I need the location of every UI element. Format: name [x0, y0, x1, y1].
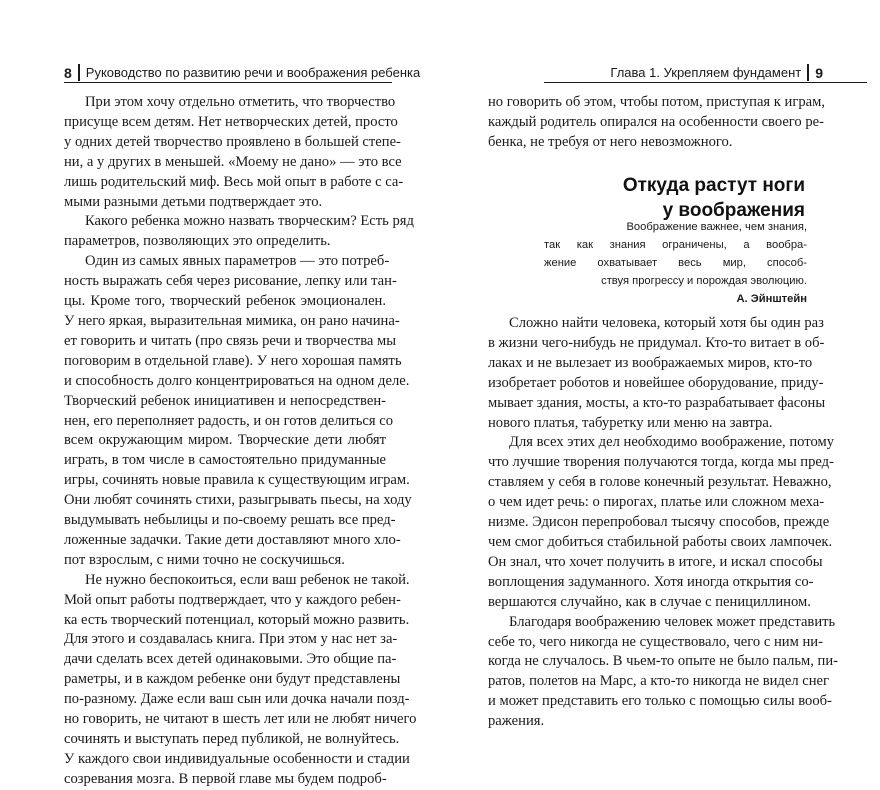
text-line: Они любят сочинять стихи, разыгрывать пьесы, на ходу [64, 492, 412, 509]
text-line: При этом хочу отдельно отметить, что творчество [85, 94, 396, 110]
text-line: нового платья, табуретку или меню на завтра. [488, 414, 773, 431]
text-line: ность выражать себя через рисование, лепку или тан- [64, 273, 397, 290]
right-continuation-text [488, 93, 825, 153]
text-line: пот взрослым, с ними точно не соскучишься. [64, 551, 345, 568]
text-line: когда не случалось. В чьем-то опыте не было пальм, пи- [488, 653, 839, 670]
text-line: цы. Кроме того, творческий ребенок эмоционален. [64, 293, 386, 310]
right-page-number: 9 [815, 64, 823, 81]
text-line: ет говорить и читать (про связь речи и творчества мы [64, 332, 397, 349]
text-line: выдумывать небылицы и по-своему решать все пред- [64, 512, 396, 529]
heading-line: у воображения [662, 200, 805, 221]
header-divider [78, 64, 80, 81]
text-line: Для всех этих дел необходимо воображение, потому [509, 434, 835, 451]
text-line: и способность долго концентрироваться на одном деле. [64, 372, 410, 389]
text-line: мывает здания, мосты, а кто-то разрабатывает фасоны [488, 394, 826, 411]
right-body-text [488, 314, 839, 732]
text-line: ражения. [488, 713, 545, 730]
text-line: ставляем у себя в голове конечный результат. Неважно, [488, 474, 832, 491]
text-line: по-разному. Даже если ваш сын или дочка начали позд- [64, 691, 410, 708]
text-line: присуще всем детям. Нет нетворческих детей, просто [64, 113, 398, 130]
text-line: игры, сочинять новые правила к существующим играм. [64, 472, 410, 489]
text-line: ратов, полетов на Марс, а кто-то никогда не видел снег [488, 673, 830, 690]
text-line: У каждого свои индивидуальные особенности и стадии [64, 750, 410, 767]
book-title: Руководство по развитию речи и воображения ребенка [85, 65, 421, 80]
right-page [440, 0, 880, 730]
text-line: Творческий ребенок инициативен и непосредствен- [64, 392, 386, 409]
epigraph-line: Воображение важнее, чем знания, [626, 221, 807, 233]
left-page [0, 0, 440, 787]
header-divider [807, 64, 809, 81]
text-line: Не нужно беспокоиться, если ваш ребенок не такой. [85, 571, 410, 588]
text-line: чем смог добиться стабильной работы своих лампочек. [488, 533, 833, 550]
text-line: созревания мозга. В первой главе мы будем подроб- [64, 770, 387, 787]
text-line: сочинять и выступать перед публикой, не волнуйтесь. [64, 731, 400, 747]
text-line: что лучшие творения получаются тогда, когда мы пред- [488, 454, 834, 471]
epigraph-author: А. Эйнштейн [736, 293, 807, 305]
text-line: вершаются случайно, как в случае с пенициллином. [488, 593, 811, 610]
text-line: воплощения задуманного. Хотя иногда открытия со- [488, 573, 814, 590]
text-line: Сложно найти человека, который хотя бы один раз [509, 315, 824, 331]
left-running-header [64, 64, 420, 81]
right-running-header [610, 64, 823, 81]
text-line: бенка, не требуя от него невозможного. [488, 133, 733, 150]
text-line: параметров, позволяющих это определить. [64, 233, 331, 250]
text-line: изобретает роботов и новейшее оборудование, приду- [488, 374, 824, 391]
text-line: низме. Эдисон перепробовал тысячу способов, прежде [488, 514, 830, 531]
text-line: Благодаря воображению человек может представить [509, 613, 836, 630]
section-heading [500, 173, 805, 223]
text-line: ни, а у других в меньшей. «Моему не дано» — это все [64, 153, 402, 170]
left-body-text [64, 93, 417, 790]
text-line: но говорить об этом, чтобы потом, приступая к играм, [488, 94, 825, 110]
text-line: лаках и не вылезает из воображаемых миров, кто-то [488, 354, 813, 371]
text-line: себе то, чего никогда не существовало, чего с ним ни- [488, 633, 823, 650]
text-line: у одних детей творчество проявлено в большей степе- [64, 133, 401, 150]
text-line: каждый родитель опирался на особенности своего ре- [488, 113, 825, 130]
text-line: Для этого и создавалась книга. При этом у нас нет за- [64, 631, 398, 648]
text-line: о чем идет речь: о пирогах, платье или сложном меха- [488, 494, 825, 511]
text-line: Какого ребенка можно назвать творческим? Есть ряд [85, 213, 414, 230]
epigraph-line: ствуя прогрессу и порождая эволюцию. [601, 275, 807, 287]
chapter-title: Глава 1. Укрепляем фундамент [610, 65, 802, 80]
text-line: нен, его переполняет радость, и он готов делиться со [64, 412, 393, 429]
text-line: Один из самых явных параметров — это потреб- [85, 253, 390, 270]
text-line: дачи сделать всех детей одинаковыми. Это общие па- [64, 651, 397, 668]
header-rule [64, 82, 392, 83]
left-page-number: 8 [64, 64, 72, 81]
text-line: лишь родительский миф. Весь мой опыт в работе с са- [64, 173, 404, 190]
text-line: ложенные задачки. Такие дети доставляют много хло- [64, 531, 401, 548]
text-line: всем окружающим миром. Творческие дети любят [64, 432, 386, 449]
text-line: но говорить, не читают в шесть лет или не любят ничего [64, 711, 417, 728]
heading-line: Откуда растут ноги [622, 175, 805, 196]
text-line: мыми разными детьми подтверждает это. [64, 193, 323, 210]
text-line: Мой опыт работы подтверждает, что у каждого ребен- [64, 591, 401, 608]
text-line: поговорим в отдельной главе). У него хорошая память [64, 352, 402, 369]
text-line: У него яркая, выразительная мимика, он рано начина- [64, 312, 400, 329]
text-line: и может представить его только с помощью силы вооб- [488, 693, 832, 710]
text-line: Он знал, что хочет получить в итоге, и искал способы [488, 553, 823, 570]
epigraph-line: так как знания ограничены, а вообра- [544, 239, 807, 251]
epigraph-line: жение охватывает весь мир, способ- [544, 257, 807, 269]
text-line: раметры, и в каждом ребенке они будут представлены [64, 671, 401, 688]
text-line: ка есть творческий потенциал, который можно развить. [64, 611, 410, 628]
epigraph [544, 218, 807, 308]
header-rule [544, 82, 867, 83]
text-line: играть, в том числе в самостоятельно придуманные [64, 452, 386, 469]
text-line: в жизни чего-нибудь не придумал. Кто-то витает в об- [488, 334, 825, 351]
